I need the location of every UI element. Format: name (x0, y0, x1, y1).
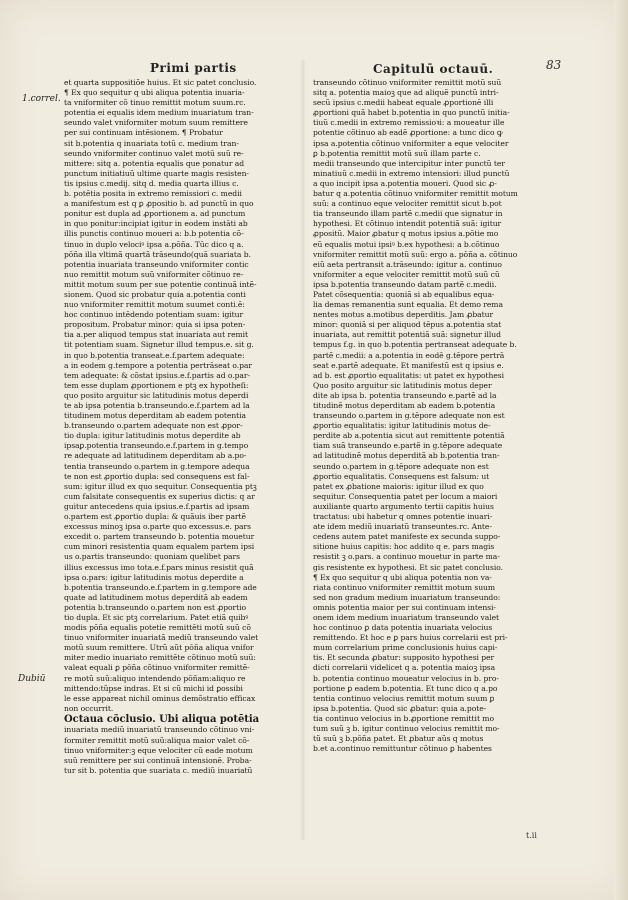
text-line: eũ equalis motui ipsiꝰ b.ex hypothesi: a b.cõtinuo (313, 239, 500, 249)
text-line: b.transeundo o.partem adequate non est ꝓpor- (64, 421, 243, 431)
text-line: riata continuo vniformiter remittit motum suum (313, 582, 496, 592)
conclusion-heading-line: Octaua cõclusio. Ubi aliqua potētia (64, 713, 260, 725)
text-line: b.potentia transeundo.e.f.partem in g.tempore ade (64, 582, 257, 592)
text-line: ꝓportioni quã habet b.potentia in quo punctũ initia- (313, 108, 510, 118)
text-line: Patet cõsequentia: quoniã si ab equalibus equa- (313, 289, 495, 299)
text-line: et quarta suppositiõe huius. Et sic patet conclusio. (64, 78, 257, 87)
text-line: illis punctis continuo moueri a: b.b potentia cõ- (64, 229, 244, 239)
text-line: te ab ipsa potentia b.transeundo.e.f.partem ad la (64, 401, 250, 410)
text-line: pōña illa vltimã quartã trāseundo(quã suariata b. (64, 249, 251, 259)
text-line: dicti correlarii videlicet q a. potentia maioꝫ ipsa (313, 663, 496, 673)
text-line: sit b.potentia q inuariata totũ c. medium tran- (64, 138, 239, 148)
text-line: a manifestum est q ꝑ ꝓpositio b. ad punctũ in quo (64, 199, 254, 209)
text-line: quate ad latitudinem motus deperditã ab eadem (64, 592, 248, 602)
page-edge (614, 0, 628, 900)
running-header-right: Capitulū octauū. (373, 62, 494, 76)
text-line: suũ: a continuo eque velociter remittit sicut b.pot (313, 199, 502, 209)
text-line: nuo remittit motum suũ vniformiter cõtinuo re- (64, 269, 244, 279)
text-line: ad b. est ꝓportio equalitatis: ut patet ex hypothesi (313, 370, 505, 380)
text-line: tinuo vniformiter inuariatã mediũ transeundo valet (64, 633, 259, 643)
text-line: inuariata, aut remittit potentiã suã: signetur illud (313, 330, 501, 340)
text-line: a in eodem g.tempore a potentia pertrāseat o.par (64, 360, 252, 370)
text-line: ¶ Ex quo sequitur q ubi aliqua potentia non va- (313, 572, 492, 582)
text-column-left (64, 78, 294, 776)
text-line: formiter remittit motũ suũ:aliqua maior valet cõ- (64, 735, 250, 745)
text-line: o.partem est ꝓportio dupla: & quãuis iber partẽ (64, 512, 246, 522)
text-line: ipsa a.potentia cõtinuo vniformiter a eque velociter (313, 138, 509, 148)
text-line: tentia transeundo o.partem in g.tempore adequa (64, 461, 250, 471)
text-line: seundo valet vniformiter motum suum remittere (64, 118, 248, 128)
text-line: in quo b.potentia transeat.e.f.partem adequate: (64, 350, 245, 360)
text-line: ꝑ b.potentia remittit motũ suũ illam parte c. (313, 148, 481, 158)
text-line: ipsa o.pars: igitur latitudinis motus deperdite a (64, 572, 244, 582)
text-line: medii transeundo que intercipitur inter punctũ ter (313, 158, 505, 168)
text-line: tiuũ c.medii in extremo remissioꝛi: a moueatur ille (313, 118, 505, 128)
text-line: Quo posito arguitur sic latitudinis motus deper (313, 380, 492, 390)
text-line: hoc continuo ꝑ data potentia inuariata velocius (313, 623, 493, 633)
text-line: eiũ aeta pertransit a.trāseundo: igitur a. continuo (313, 259, 502, 269)
text-line: excessus minoꝫ ipsa o.parte quo excessus.e. pars (64, 522, 251, 532)
text-line: perdite ab a.potentia sicut aut remittente potentiã (313, 431, 505, 441)
text-line: sum: igitur illud ex quo sequitur. Consequentia ptꝫ (64, 481, 257, 491)
text-line: vniformiter remittit motũ suũ: ergo a. pōña a. cõtinuo (313, 249, 518, 259)
text-line: tum suũ ꝫ b. igitur continuo velocius remittit mo- (313, 724, 500, 733)
text-line: tio dupla: igitur latitudinis motus deperdite ab (64, 431, 241, 441)
text-line: nentes motus a.motibus deperditis. Jam ꝓbatur (313, 310, 494, 320)
text-line: tia a.per aliquod tempus stat inuariata aut remit (64, 330, 249, 340)
text-line: tempus f.g. in quo b.potentia pertranseat adequate b. (313, 340, 517, 350)
text-line: gis resistente ex hypothesi. Et sic patet conclusio. (313, 562, 504, 572)
text-line: onem idem medium inuariatum transeundo valet (313, 612, 500, 622)
text-line: seundo o.partem in g.tēpore adequate non est (313, 461, 489, 471)
text-line: dite ab ipsa b. potentia transeundo e.partẽ ad la (313, 390, 497, 400)
text-line: cedens autem patet manifeste ex secunda suppo- (313, 532, 501, 542)
text-line: tur sit b. potentia que suariata c. mediũ inuariatũ (64, 765, 253, 775)
text-line: illius excessus imo tota.e.f.pars minus resistit quã (64, 562, 254, 572)
text-line: omnis potentia maior per sui continuam intensi- (313, 602, 496, 612)
signature-mark: t.ii (526, 831, 537, 840)
text-line: ꝓpositũ. Maior ꝓbatur q motus ipsius a.pōtie mo (313, 229, 499, 239)
folio-number: 83 (546, 58, 562, 72)
text-line: nuo vniformiter remittit motum suumet conti.ē: (64, 300, 245, 310)
text-line: in quo ponitur:incipiat igitur in eodem instāti ab (64, 219, 248, 229)
text-line: quo posito arguitur sic latitudinis motus deperdi (64, 390, 249, 400)
text-line: valeat equali ꝑ pōña cõtinuo vniformiter remittẽ- (64, 663, 250, 673)
text-line: batur q a.potentia cõtinuo vniformiter remittit motum (313, 189, 518, 199)
text-line: tiam suã transeundo e.partẽ in g.tēpore adequate (313, 441, 503, 451)
text-line: auxiliante quarto argumento tertii capitis huius (313, 501, 494, 511)
text-line: sitione huius capitis: hoc addito q e. pars magis (313, 542, 495, 552)
text-line: seundo vniformiter continuo valet motū suũ re- (64, 148, 244, 158)
text-line: sed non gradum medium inuariatum transeundo: (313, 592, 501, 602)
text-line: ta vniformiter cõ tinuo remittit motum suum.rc. (64, 98, 246, 108)
text-line: potentia ei equalis idem medium inuariatum tran- (64, 108, 254, 118)
text-line: transeundo o.partem in g.tēpore adequate non est (313, 411, 505, 421)
text-line: le esse appareat nichil ominus demõstratio efficax (64, 693, 256, 703)
text-line: ¶ Ex quo sequitur q ubi aliqua potentia inuaria- (64, 88, 245, 98)
text-line: suũ remittere per sui continuã intensionē. Proba- (64, 755, 252, 765)
text-line: seat e.partẽ adequate. Et manifestũ est q ipsius e. (313, 360, 504, 370)
text-line: b. potentia continuo moueatur velocius in b. pro- (313, 673, 499, 683)
text-line: ad latitudinẽ motus deperditã ab b.potentia tran- (313, 451, 500, 461)
running-header-left: Primi partis (150, 61, 237, 75)
text-line: potentia b.transeundo o.partem non est ꝓportio (64, 602, 247, 612)
text-line: mittere: sitq a. potentia equalis que ponatur ad (64, 158, 245, 168)
margin-note-correlary: 1.correl. (22, 94, 61, 104)
text-line: te non est ꝓportio dupla: sed consequens est fal- (64, 471, 250, 481)
text-line: non occurrit. (64, 703, 114, 713)
text-line: tem adequate: & cõstat ipsius.e.f.partis ad o.par- (64, 370, 251, 380)
text-line: sitq a. potentia maioꝫ que ad aliquẽ punctũ intri- (313, 88, 499, 98)
text-line: tis. Et secunda ꝓbatur: supposito hypothesi per (313, 653, 495, 663)
text-line: motũ suum remittere. Utrũ aũt pōña aliqua vnifor (64, 643, 254, 653)
text-line: ipsa b.potentia transeundo datam partẽ c.medii. (313, 279, 497, 289)
text-line: tractatus: ubi habetur q omnes potentie inuari- (313, 512, 493, 522)
text-line: us o.partis transeundo: quoniam quelibet pars (64, 552, 240, 562)
text-line: b. potētia posita in extremo remissiori c. medii (64, 189, 242, 199)
text-line: tinuo in duplo velociꝰ ipsa a.pōña. Tūc dico q a. (64, 239, 244, 249)
text-line: minor: quoniã si per aliquod tēpus a.potentia stat (313, 320, 502, 330)
text-line: mittit motum suum per sue potentie continuã intẽ- (64, 279, 257, 289)
text-line: tia transeundo illam partẽ c.medii que signatur in (313, 209, 503, 219)
text-line: ꝓportio equalitatis: igitur latitudinis motus de- (313, 421, 491, 431)
text-line: hypothesi. Et cõtinuo intendit potentiã suã: igitur (313, 219, 502, 229)
text-line: ponitur est dupla ad ꝓportionem a. ad punctum (64, 209, 246, 219)
text-line: hoc continuo intēdendo potentiam suam: igitur (64, 310, 244, 320)
text-line: ate idem mediũ inuariatũ transeuntes.rc. Ante- (313, 522, 492, 532)
text-line: ipsa b.potentia. Quod sic ꝓbatur: quia a.pote- (313, 703, 487, 713)
text-line: sionem. Quod sic probatur quia a.potentia conti (64, 289, 246, 299)
text-line: ꝓportio equalitatis. Consequens est falsum: ut (313, 471, 490, 481)
text-line: transeundo cõtinuo vniformiter remittit motũ suũ (313, 78, 502, 87)
text-line: excedit o. partem transeundo b. potentia mouetur (64, 532, 255, 542)
text-line: tentia continuo velocius remittit motum suum ꝑ (313, 693, 495, 703)
text-line: punctum initiatiuũ ultime quarte magis resisten- (64, 168, 249, 178)
text-line: tũ suũ ꝫ b.pōña patet. Et ꝓbatur aũs q motus (313, 734, 484, 744)
text-line: portione ꝑ eadem b.potentia. Et tunc dico q a.po (313, 683, 498, 693)
text-line: b.et a.continuo remittuntur cõtinuo ꝑ habentes (313, 744, 492, 754)
margin-note-dubium: Dubiū (18, 674, 46, 684)
text-line: tem esse duplam ꝓportionem e ptꝫ ex hypotheſi: (64, 380, 249, 390)
text-line: sequitur. Consequentia patet per locum a maiori (313, 491, 498, 501)
text-line: guitur antecedens quia ipsius.e.f.partis ad ipsam (64, 501, 250, 511)
text-line: cum minori resistentia quam equalem partem ipsi (64, 542, 255, 552)
text-line: per sui continuam intēsionem. ¶ Probatur (64, 128, 223, 138)
text-line: partẽ c.medii: a a.potentia in eodē g.tēpore pertrā (313, 350, 505, 360)
text-column-right (313, 78, 543, 754)
text-line: ipsaꝑ.potentia transeundo.e.f.partem in g.tempo (64, 441, 249, 451)
text-line: tia continuo velocius in b.ꝓportione remittit mo (313, 713, 494, 723)
text-line: tis ipsius c.medij. sitq d. media quarta illius c. (64, 178, 239, 188)
text-line: tit potentiam suam. Signetur illud tempus.e. sit g. (64, 340, 254, 350)
text-line: potentia inuariata transeundo vniformiter contic (64, 259, 249, 269)
text-line: vniformiter a eque velociter remittit motũ suũ cũ (313, 269, 500, 279)
text-line: tinuo vniformiter:ꝫ eque velociter cũ eade motum (64, 745, 253, 755)
text-line: inuariata mediũ inuariatũ transeundo cõtinuo vni- (64, 725, 255, 735)
text-line: patet ex ꝓbatione maioris: igitur illud ex quo (313, 481, 484, 491)
text-line: re motũ suũ:aliquo intendendo pōñam:aliquo re (64, 673, 246, 683)
text-line: secũ ipsius c.medii habeat equale ꝓportionē illi (313, 98, 494, 108)
text-line: miter medio inuariato remittēte cõtinuo motũ suũ: (64, 653, 256, 663)
text-line: propositum. Probatur minor: quia si ipsa poten- (64, 320, 246, 330)
text-line: titudinẽ motus deperditam ab eadem b.potentia (313, 401, 496, 410)
text-line: re adequate ad latitudinem deperditam ab a.po- (64, 451, 247, 461)
gutter-shadow (300, 60, 306, 840)
text-line: titudinem motus deperditam ab eadem potentia (64, 411, 247, 421)
text-line: modis pōña equalis potetie remittēti motũ suũ cõ (64, 623, 251, 633)
text-line: a quo incipit ipsa a.potentia moueri. Quod sic ꝓ- (313, 178, 497, 188)
text-line: mum correlarium prime conclusionis huius capi- (313, 643, 498, 653)
text-line: potentie cõtinuo ab eadẽ ꝓportione: a tunc dico ꝙ (313, 128, 503, 138)
text-line: remittendo. Et hoc e ꝑ pars huius correlarii est pri- (313, 633, 508, 643)
text-line: mittendo:tũpse indras. Et si cũ michi id ꝑossibi (64, 683, 243, 693)
text-line: resistit ꝫ o.pars. a continuo mouetur in parte ma- (313, 552, 500, 562)
text-line: tio dupla. Et sic ptꝫ correlarium. Patet etiã quibꝰ (64, 612, 249, 622)
text-line: minatiuũ c.medii in extremo intensiori: illud punctũ (313, 168, 510, 178)
text-line: cum falsitate consequentis ex superius dictis: q ar (64, 491, 255, 501)
text-line: lia demas remanentia sunt equalia. Et demo rema (313, 300, 503, 310)
